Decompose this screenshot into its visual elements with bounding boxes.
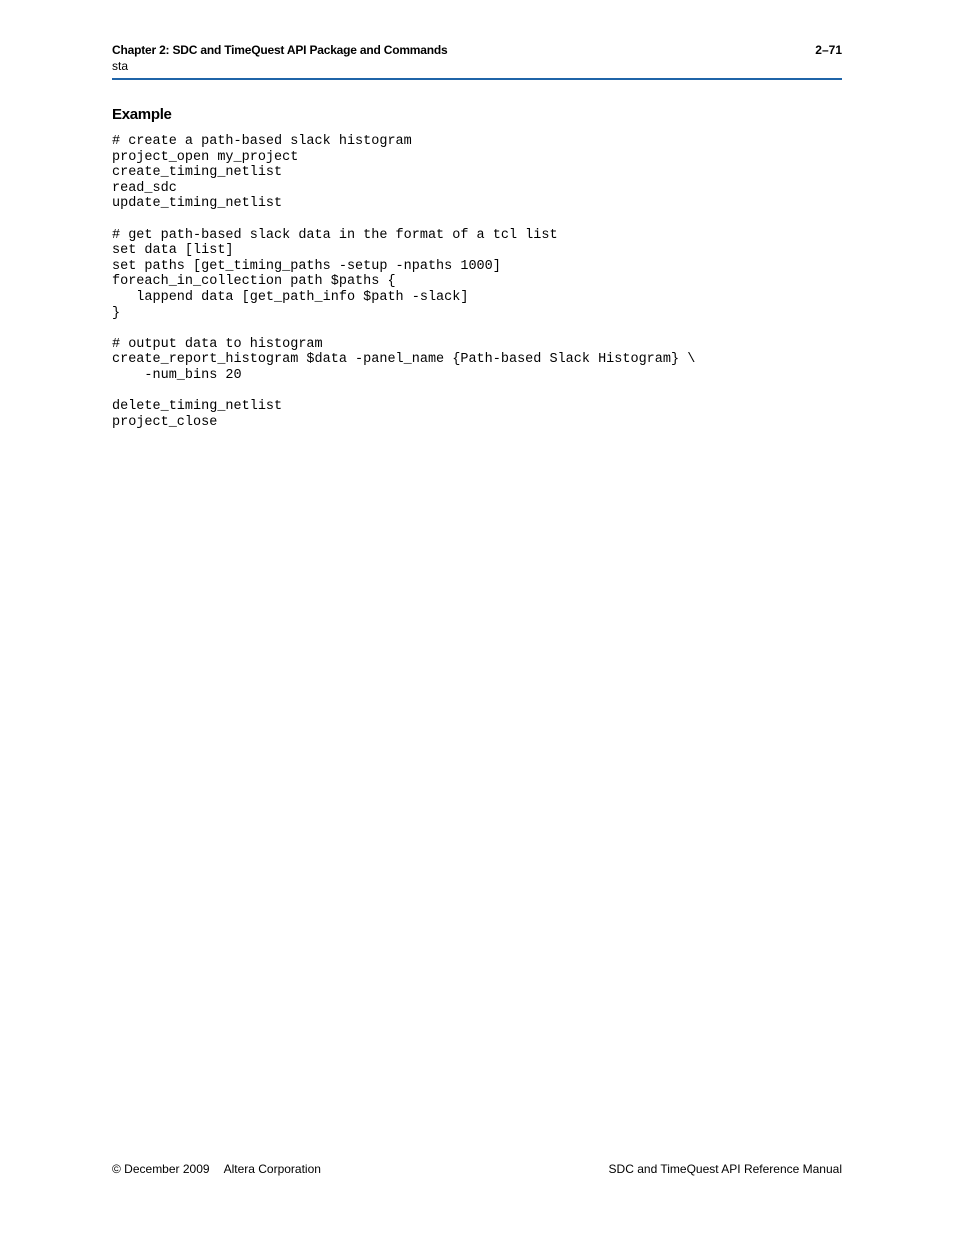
code-line: project_close bbox=[112, 414, 218, 430]
page-header bbox=[112, 42, 842, 80]
code-line bbox=[112, 384, 695, 400]
code-line bbox=[112, 321, 695, 337]
chapter-title: Chapter 2: SDC and TimeQuest API Package and Commands bbox=[112, 43, 448, 57]
code-line: create_timing_netlist bbox=[112, 165, 283, 181]
code-line: read_sdc bbox=[112, 180, 177, 196]
footer-date: © December 2009 bbox=[112, 1162, 210, 1176]
code-line: # get path-based slack data in the format of a tcl list bbox=[112, 227, 558, 243]
footer-left bbox=[112, 1162, 321, 1176]
code-line: # output data to histogram bbox=[112, 336, 323, 352]
footer-manual-title: SDC and TimeQuest API Reference Manual bbox=[608, 1162, 842, 1176]
page-number: 2–71 bbox=[815, 43, 842, 57]
code-line: foreach_in_collection path $paths { bbox=[112, 274, 396, 290]
example-heading: Example bbox=[112, 106, 172, 123]
code-line bbox=[112, 212, 695, 228]
code-line: set data [list] bbox=[112, 243, 234, 259]
footer-company: Altera Corporation bbox=[223, 1162, 321, 1176]
code-line: } bbox=[112, 305, 121, 321]
code-line: update_timing_netlist bbox=[112, 196, 283, 212]
code-line: -num_bins 20 bbox=[112, 367, 242, 383]
code-line: # create a path-based slack histogram bbox=[112, 134, 412, 149]
code-line: lappend data [get_path_info $path -slack] bbox=[112, 289, 469, 305]
code-block bbox=[112, 134, 695, 430]
section-label: sta bbox=[112, 59, 129, 73]
code-line: set paths [get_timing_paths -setup -npaths 1000] bbox=[112, 258, 501, 274]
code-line: create_report_histogram $data -panel_name {Path-based Slack Histogram} \ bbox=[112, 352, 696, 368]
code-line: delete_timing_netlist bbox=[112, 399, 283, 415]
code-line: project_open my_project bbox=[112, 149, 299, 165]
